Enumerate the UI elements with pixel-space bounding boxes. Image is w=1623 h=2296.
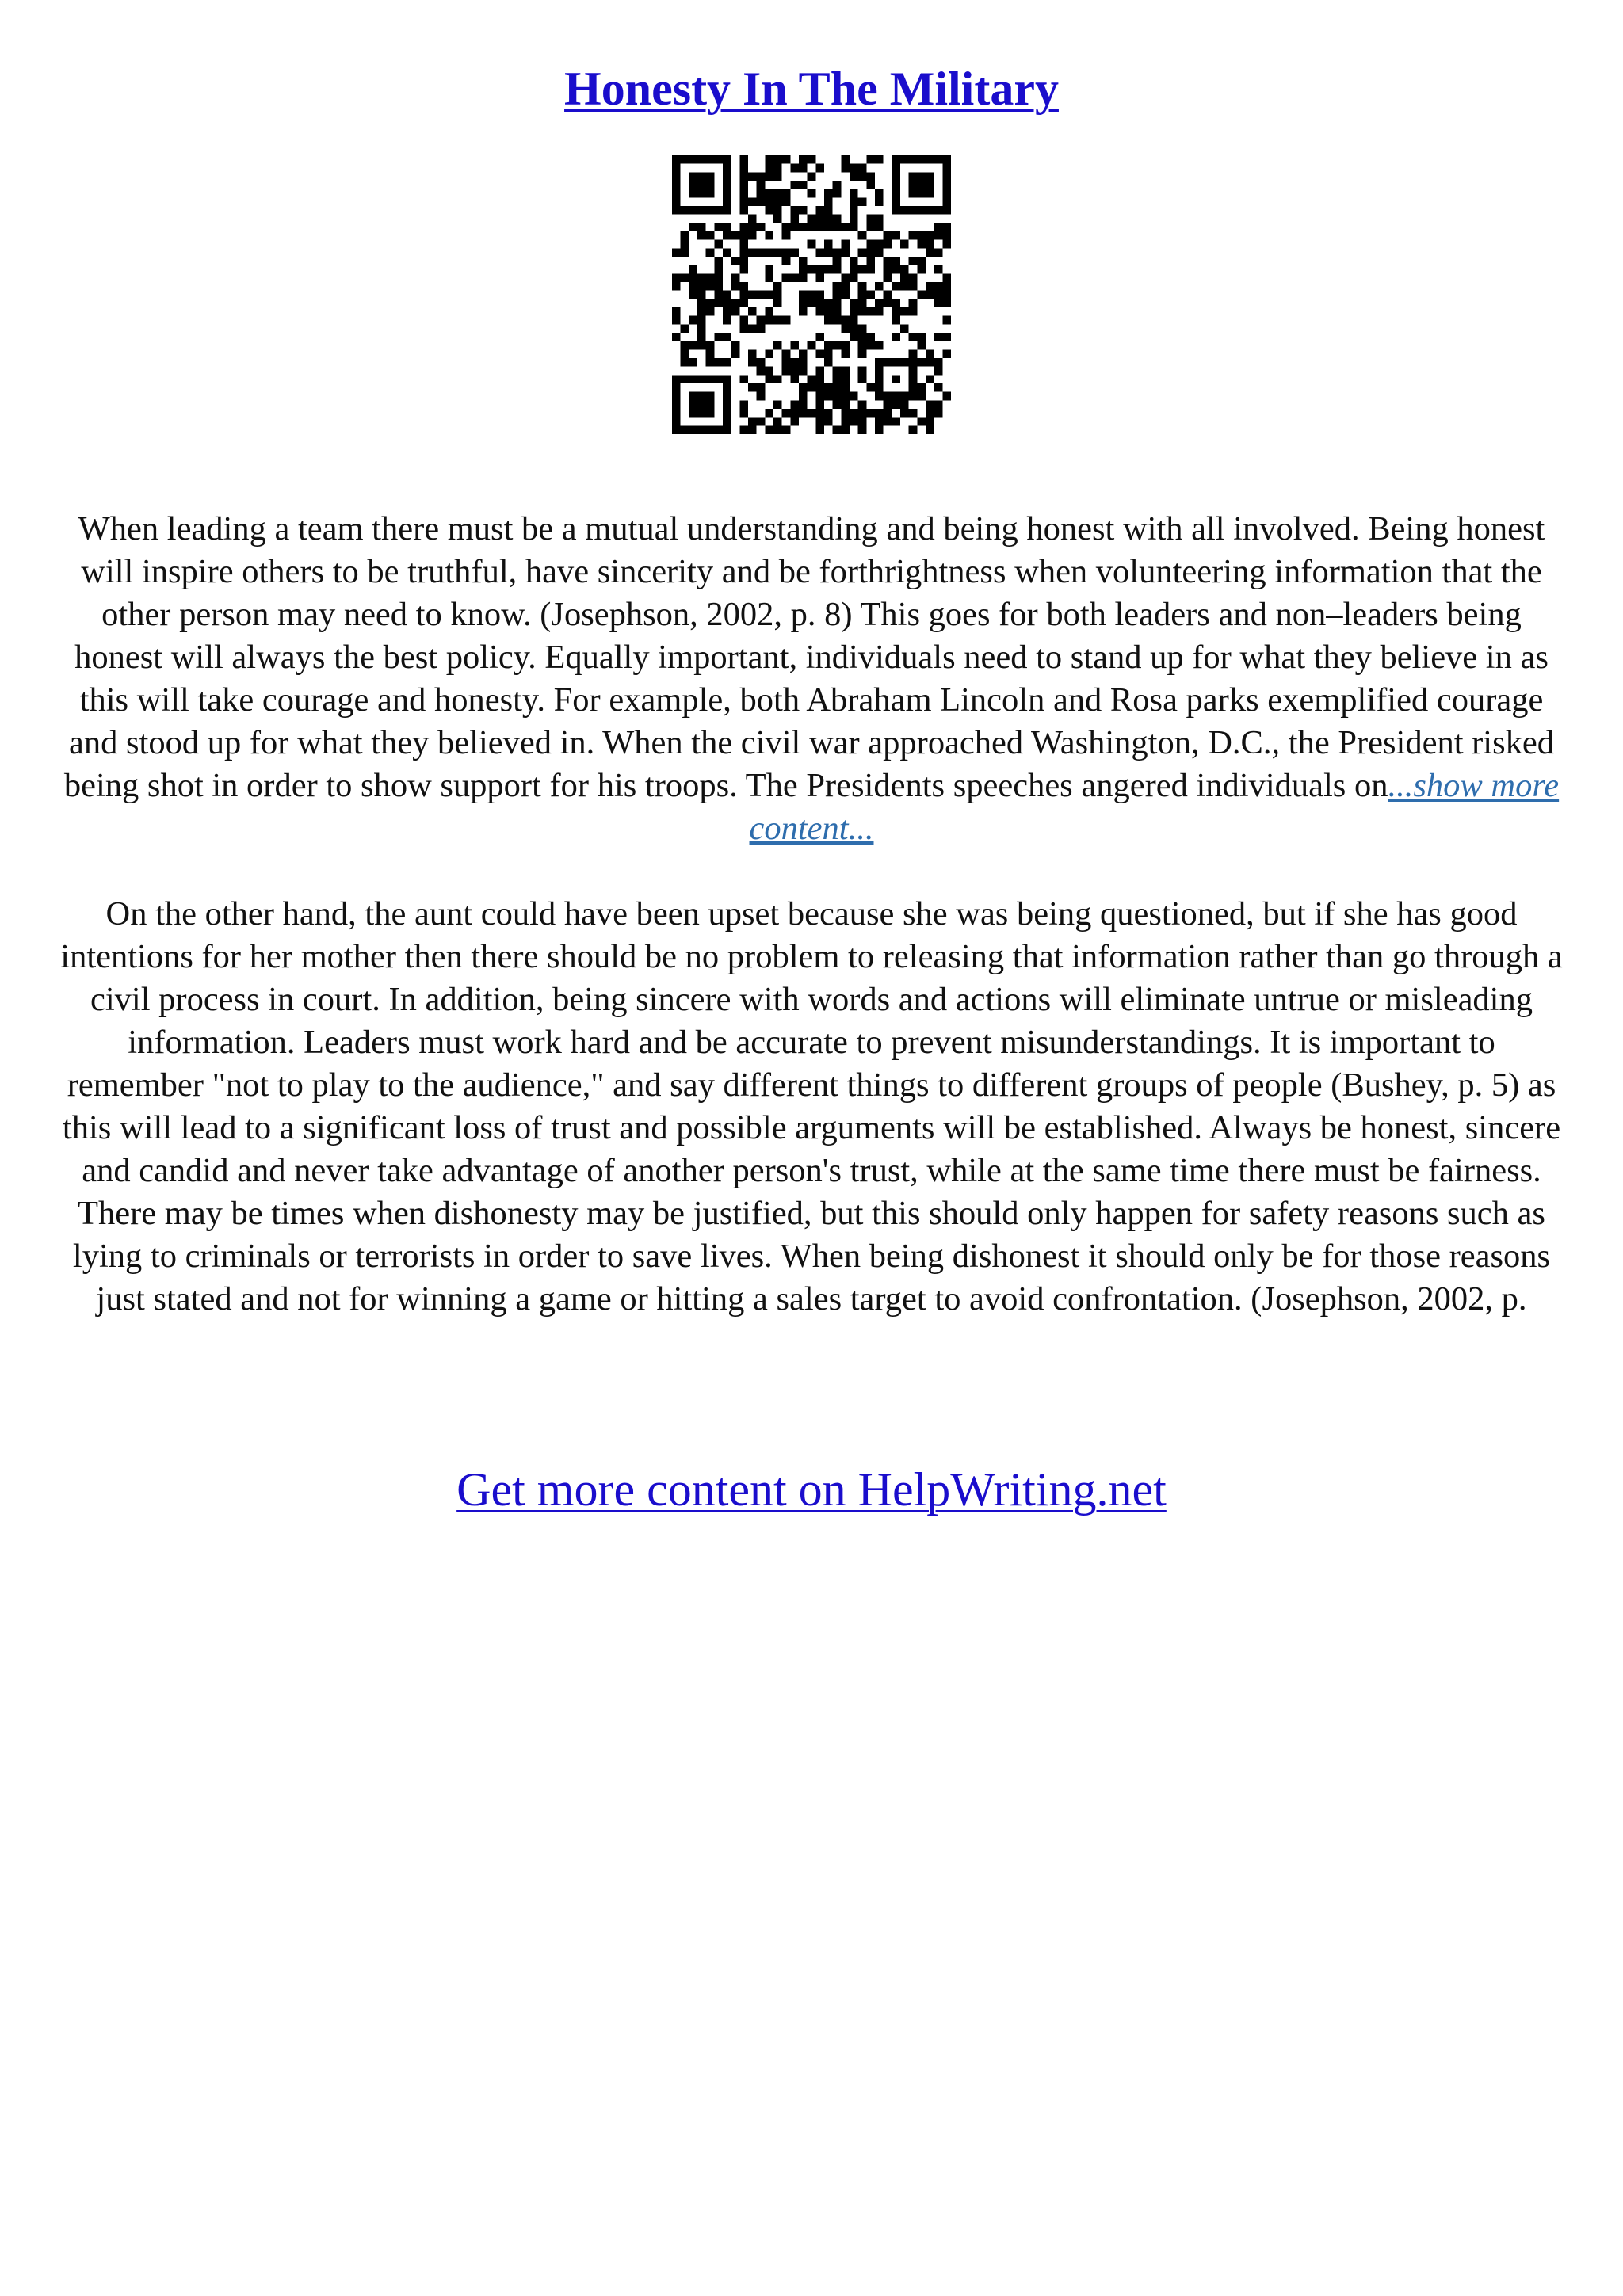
cta-section xyxy=(0,1458,1623,1521)
body-paragraph-1 xyxy=(55,508,1568,850)
get-more-content-link[interactable]: Get more content on HelpWriting.net xyxy=(456,1463,1167,1516)
document-title-heading xyxy=(0,57,1623,120)
body-paragraph-2 xyxy=(55,893,1568,1321)
document-title-link[interactable]: Honesty In The Military xyxy=(564,63,1059,115)
show-more-link[interactable]: ...show more content... xyxy=(749,767,1560,847)
paragraph-2-text: On the other hand, the aunt could have been upset because she was being questioned, but if she has good intentions for her mother then there should be no problem to releasing that information rather than go through a civil process in court. In addition, being sincere with words and actions will eliminate untrue or misleading information. Leaders must work hard and be accurate to prevent misunderstandings. It is important to remember "not to play to the audience," and say different things to different groups of people (Bushey, p. 5) as this will lead to a significant loss of trust and possible arguments will be established. Always be honest, sincere and candid and never take advantage of another person's trust, while at the same time there must be fairness. There may be times when dishonesty may be justified, but this should only happen for safety reasons such as lying to criminals or terrorists in order to save lives. When being dishonest it should only be for those reasons just stated and not for winning a game or hitting a sales target to avoid confrontation. (Josephson, 2002, p. xyxy=(60,895,1563,1318)
qr-code-icon[interactable] xyxy=(672,155,951,434)
paragraph-1-text: When leading a team there must be a mutual understanding and being honest with all involved. Being honest will inspire others to be truthful, have sincerity and be forthrightness when volunteering information that the other person may need to know. (Josephson, 2002, p. 8) This goes for both leaders and non–leaders being honest will always the best policy. Equally important, individuals need to stand up for what they believe in as this will take courage and honesty. For example, both Abraham Lincoln and Rosa parks exemplified courage and stood up for what they believed in. When the civil war approached Washington, D.C., the President risked being shot in order to show support for his troops. The Presidents speeches angered individuals on xyxy=(63,510,1554,804)
